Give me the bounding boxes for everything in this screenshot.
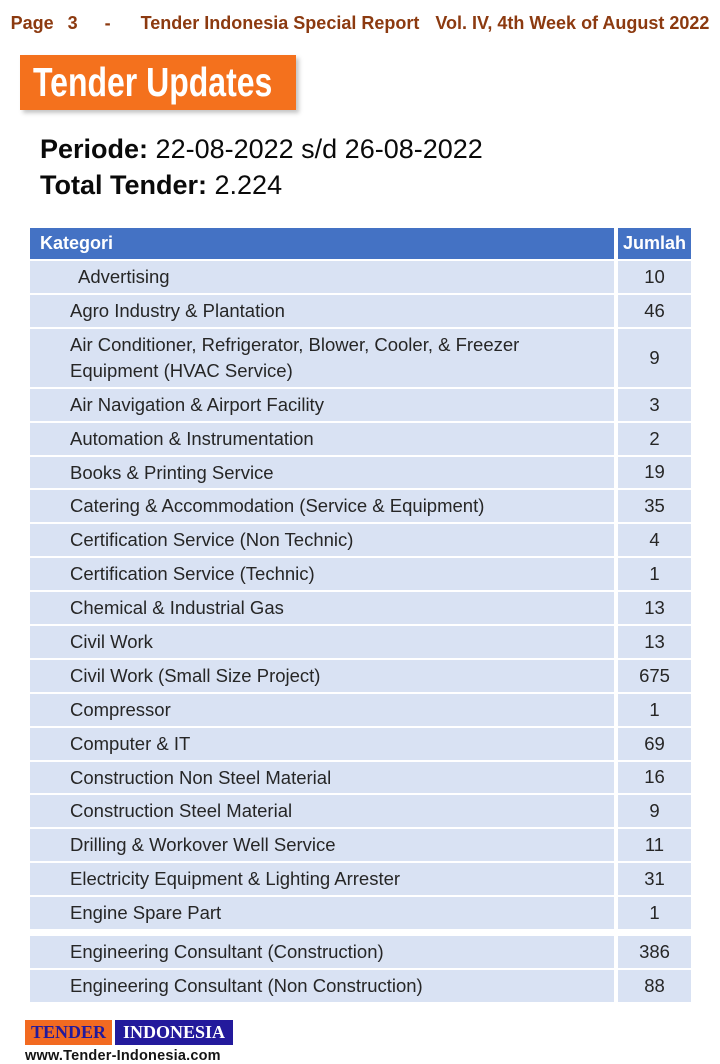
banner-title: Tender Updates: [33, 59, 273, 105]
category-cell: Compressor: [30, 694, 618, 726]
category-cell: Civil Work: [30, 626, 618, 658]
category-cell: Drilling & Workover Well Service: [30, 829, 618, 861]
count-cell: 31: [644, 868, 665, 890]
logo-indonesia-box: INDONESIA: [115, 1020, 233, 1045]
category-cell: Air Navigation & Airport Facility: [30, 389, 618, 421]
count-cell: 675: [639, 664, 670, 686]
table-row: [30, 592, 691, 626]
count-cell: 11: [644, 834, 665, 856]
volume-info: Vol. IV, 4th Week of August 2022: [435, 13, 710, 33]
category-cell: Engineering Consultant (Construction): [30, 936, 618, 968]
count-cell: 1: [649, 563, 660, 585]
count-cell: 88: [644, 974, 665, 996]
total-tender-value: 2.224: [214, 170, 283, 200]
table-row: [30, 389, 691, 423]
table-row: [30, 728, 691, 762]
count-cell: 2: [649, 427, 660, 449]
table-row: [30, 795, 691, 829]
page-number: 3: [67, 13, 78, 33]
category-cell: Engine Spare Part: [30, 897, 618, 929]
table-row: [30, 457, 691, 491]
table-row: [30, 897, 691, 931]
count-cell: 16: [644, 766, 665, 788]
count-cell: 9: [649, 800, 660, 822]
count-cell: 13: [644, 630, 665, 652]
total-tender-line: [40, 167, 720, 203]
footer: [25, 1020, 720, 1064]
table-row: [30, 490, 691, 524]
tender-indonesia-logo: [25, 1020, 720, 1045]
count-cell: 19: [644, 461, 665, 483]
table-row: [30, 936, 691, 970]
category-cell: Automation & Instrumentation: [30, 423, 618, 455]
category-cell: Construction Steel Material: [30, 795, 618, 827]
category-cell: Certification Service (Technic): [30, 558, 618, 590]
page-label: Page: [10, 13, 54, 33]
page-header: [0, 0, 720, 34]
category-cell: Agro Industry & Plantation: [30, 295, 618, 327]
category-cell: Computer & IT: [30, 728, 618, 760]
column-header-jumlah: Jumlah: [622, 233, 687, 254]
table-row: [30, 970, 691, 1004]
category-cell: Electricity Equipment & Lighting Arrester: [30, 863, 618, 895]
report-title: Tender Indonesia Special Report: [140, 13, 420, 33]
count-cell: 386: [639, 940, 670, 962]
category-cell: Certification Service (Non Technic): [30, 524, 618, 556]
category-cell: Advertising: [30, 261, 618, 293]
category-cell: Chemical & Industrial Gas: [30, 592, 618, 624]
count-cell: 10: [644, 266, 665, 288]
logo-tender-box: TENDER: [25, 1020, 112, 1045]
table-row: [30, 558, 691, 592]
category-cell: Catering & Accommodation (Service & Equipment): [30, 490, 618, 522]
table-row: [30, 329, 691, 389]
periode-value: 22-08-2022 s/d 26-08-2022: [155, 134, 483, 164]
header-separator: -: [104, 13, 111, 33]
category-cell: Engineering Consultant (Non Construction): [30, 970, 618, 1002]
category-cell: Air Conditioner, Refrigerator, Blower, Cooler, & Freezer Equipment (HVAC Service): [30, 329, 618, 387]
table-row: [30, 694, 691, 728]
summary-block: [40, 131, 720, 203]
count-cell: 3: [649, 393, 660, 415]
table-row: [30, 863, 691, 897]
count-cell: 46: [644, 300, 665, 322]
table-row: [30, 423, 691, 457]
count-cell: 1: [649, 698, 660, 720]
count-cell: 13: [644, 597, 665, 619]
table-row: [30, 295, 691, 329]
table-row: [30, 261, 691, 295]
count-cell: 4: [649, 529, 660, 551]
table-row: [30, 626, 691, 660]
table-body: [30, 261, 691, 1004]
table-row: [30, 762, 691, 796]
table-row: [30, 524, 691, 558]
website-url: www.Tender-Indonesia.com: [25, 1047, 221, 1064]
total-tender-label: Total Tender:: [40, 170, 207, 200]
table-header-row: [30, 228, 691, 261]
category-table: [30, 228, 691, 1004]
table-row: [30, 829, 691, 863]
periode-label: Periode:: [40, 134, 149, 164]
count-cell: 35: [644, 495, 665, 517]
column-header-kategori: Kategori: [30, 228, 618, 259]
tender-updates-banner: [20, 55, 296, 110]
count-cell: 69: [644, 732, 665, 754]
count-cell: 1: [649, 902, 660, 924]
category-cell: Construction Non Steel Material: [30, 762, 618, 794]
count-cell: 9: [649, 346, 660, 368]
table-row: [30, 660, 691, 694]
category-cell: Civil Work (Small Size Project): [30, 660, 618, 692]
periode-line: [40, 131, 720, 167]
category-cell: Books & Printing Service: [30, 457, 618, 489]
